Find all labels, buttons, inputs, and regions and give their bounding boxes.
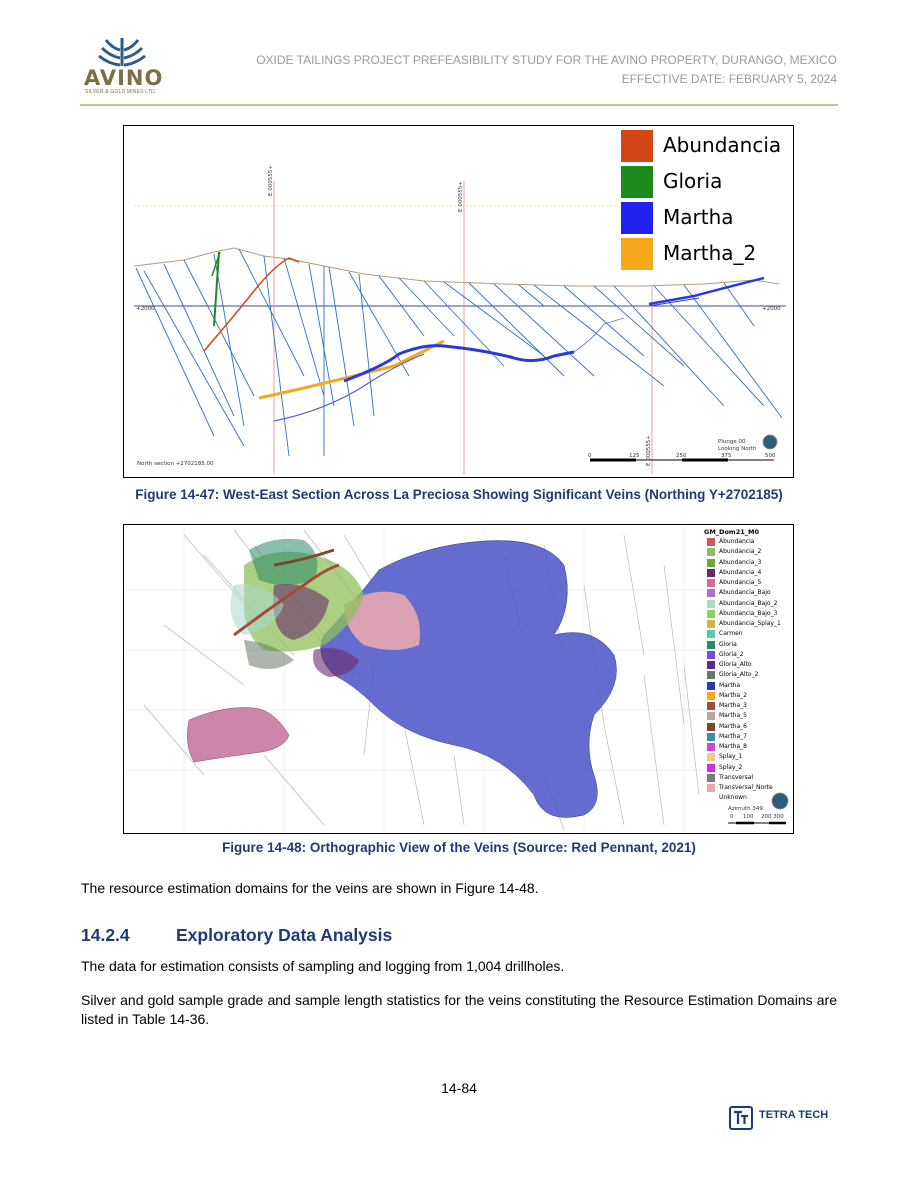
- legend-label: Abundancia_2: [719, 548, 762, 556]
- header-rule: [80, 104, 838, 106]
- brand-name: TETRA TECH: [759, 1109, 829, 1121]
- legend-swatch: [707, 682, 715, 690]
- legend-label: Abundancia_Bajo_3: [719, 609, 778, 617]
- logo-name: AVINO: [84, 66, 164, 90]
- section-line-label: E 000555+: [268, 165, 274, 196]
- legend-item: [704, 609, 792, 619]
- north-section-label: North section +2702185.00: [137, 461, 214, 467]
- legend-label: Martha: [663, 205, 734, 229]
- legend-swatch: [707, 538, 715, 546]
- left-elevation-label: +2000: [136, 306, 155, 312]
- legend-label: Abundancia: [663, 133, 782, 157]
- legend-item: [704, 599, 792, 609]
- legend-label: Splay_2: [719, 763, 743, 771]
- legend-label: Unknown: [719, 794, 747, 802]
- section-title: Exploratory Data Analysis: [176, 925, 393, 945]
- tetra-tech-logo-mark: [729, 1106, 753, 1130]
- legend-item: [704, 588, 792, 598]
- legend-item: [704, 568, 792, 578]
- legend-swatch: [707, 723, 715, 731]
- legend-item: [704, 773, 792, 783]
- legend-swatch: [707, 641, 715, 649]
- legend-swatch: [707, 794, 715, 802]
- legend-swatch: [707, 671, 715, 679]
- legend-title: GM_Dom21_M0: [704, 528, 759, 536]
- legend-item: [704, 701, 792, 711]
- figure-14-48-caption: Figure 14-48: Orthographic View of the Veins (Source: Red Pennant, 2021): [222, 840, 696, 855]
- legend-item: [704, 660, 792, 670]
- figure-14-47-caption: Figure 14-47: West-East Section Across La Preciosa Showing Significant Veins (Northing Y+2702185): [135, 487, 783, 502]
- figure1-legend: [616, 128, 791, 273]
- legend-item: [704, 752, 792, 762]
- section-line-label: E 000555+: [458, 181, 464, 212]
- legend-swatch: [707, 651, 715, 659]
- right-elevation-label: +2000: [762, 306, 781, 312]
- legend-label: Transversal_Norte: [719, 784, 773, 791]
- figure-14-47-section: [123, 125, 794, 478]
- legend-label: Martha_2: [663, 241, 757, 265]
- legend-swatch: [707, 630, 715, 638]
- legend-swatch: [707, 733, 715, 741]
- paragraph-domains: The resource estimation domains for the veins are shown in Figure 14-48.: [81, 880, 539, 896]
- legend-label: Martha_5: [719, 712, 747, 720]
- header-title: OXIDE TAILINGS PROJECT PREFEASIBILITY STUDY FOR THE AVINO PROPERTY, DURANGO, MEXICO: [256, 53, 837, 67]
- orthographic-drawing: [124, 525, 793, 833]
- legend-swatch: [707, 579, 715, 587]
- legend-item: [704, 742, 792, 752]
- legend-item: [704, 711, 792, 721]
- legend-label: Gloria_Alto: [719, 661, 752, 668]
- legend-label: Abundancia_Bajo: [719, 589, 771, 597]
- legend-label: Gloria_Alto_2: [719, 671, 759, 679]
- logo-subtitle: SILVER & GOLD MINES LTD.: [85, 89, 157, 95]
- figure-14-48-orthographic: [123, 524, 794, 834]
- legend-swatch: [707, 569, 715, 577]
- legend-label: Gloria_2: [719, 650, 744, 658]
- legend-label: Martha_8: [719, 743, 747, 750]
- legend-swatch: [707, 692, 715, 700]
- legend-swatch: [707, 610, 715, 618]
- scale-tick-250: 250: [676, 453, 687, 459]
- legend-label: Gloria: [663, 169, 723, 193]
- legend-swatch: [707, 589, 715, 597]
- legend-item: [704, 681, 792, 691]
- legend-label: Martha_3: [719, 702, 747, 709]
- scale-tick-100: 100: [743, 814, 754, 820]
- legend-label: Abundancia_5: [719, 579, 762, 586]
- legend-label: Splay_1: [719, 753, 743, 761]
- scale-tick-500: 500: [765, 453, 776, 459]
- figure2-legend: [704, 527, 792, 804]
- legend-item: [704, 722, 792, 732]
- legend-item: [704, 578, 792, 588]
- section-number: 14.2.4: [81, 925, 130, 945]
- legend-item: [704, 670, 792, 680]
- legend-swatch: [707, 559, 715, 567]
- legend-item: [704, 732, 792, 742]
- legend-swatch: [621, 166, 653, 198]
- legend-swatch: [707, 774, 715, 782]
- legend-label: Martha_2: [719, 691, 747, 699]
- legend-label: Abundancia_Splay_1: [719, 620, 781, 627]
- legend-item: [704, 691, 792, 701]
- legend-item: [704, 547, 792, 557]
- legend-item: [704, 763, 792, 773]
- legend-swatch: [707, 712, 715, 720]
- legend-label: Gloria: [719, 640, 737, 648]
- legend-swatch: [621, 202, 653, 234]
- legend-swatch: [707, 702, 715, 710]
- legend-swatch: [707, 548, 715, 556]
- legend-label: Abundancia_3: [719, 558, 762, 566]
- scale-tick-375: 375: [721, 453, 732, 459]
- legend-item: [704, 558, 792, 568]
- legend-item: [704, 783, 792, 793]
- legend-swatch: [707, 784, 715, 792]
- legend-label: Abundancia: [719, 538, 755, 545]
- legend-label: Martha_7: [719, 732, 747, 740]
- legend-item: [704, 629, 792, 639]
- legend-swatch: [707, 764, 715, 772]
- legend-swatch: [707, 600, 715, 608]
- legend-swatch: [707, 661, 715, 669]
- paragraph-drillholes: The data for estimation consists of sampling and logging from 1,004 drillholes.: [81, 958, 565, 974]
- plunge-label: Plunge 00: [718, 439, 746, 445]
- legend-label: Transversal: [719, 773, 754, 781]
- legend-item: [704, 537, 792, 547]
- legend-item: [704, 640, 792, 650]
- legend-label: Abundancia_Bajo_2: [719, 599, 778, 607]
- legend-label: Carmen: [719, 630, 743, 638]
- legend-swatch: [621, 238, 653, 270]
- legend-label: Martha_6: [719, 722, 747, 730]
- legend-swatch: [621, 130, 653, 162]
- legend-swatch: [707, 753, 715, 761]
- section-line-label: E 000555+: [646, 435, 652, 466]
- section-heading: [81, 925, 392, 946]
- scale-tick-200-300: 200 300: [761, 814, 784, 820]
- scale-tick-0: 0: [730, 814, 734, 820]
- legend-label: Martha: [719, 681, 741, 689]
- azimuth-label: Azimuth 349: [728, 806, 763, 812]
- legend-label: Abundancia_4: [719, 568, 762, 576]
- header-effective-date: EFFECTIVE DATE: FEBRUARY 5, 2024: [621, 72, 837, 86]
- scale-tick-125: 125: [629, 453, 640, 459]
- looking-label: Looking North: [718, 446, 757, 452]
- legend-item: [704, 793, 792, 803]
- page-number: 14-84: [441, 1080, 477, 1096]
- legend-swatch: [707, 743, 715, 751]
- legend-item: [704, 650, 792, 660]
- scale-tick-0: 0: [588, 453, 592, 459]
- paragraph-statistics: Silver and gold sample grade and sample length statistics for the veins constituting the Resource Estimation Domains are listed in Table 14-36.: [81, 992, 837, 1027]
- legend-swatch: [707, 620, 715, 628]
- legend-item: [704, 619, 792, 629]
